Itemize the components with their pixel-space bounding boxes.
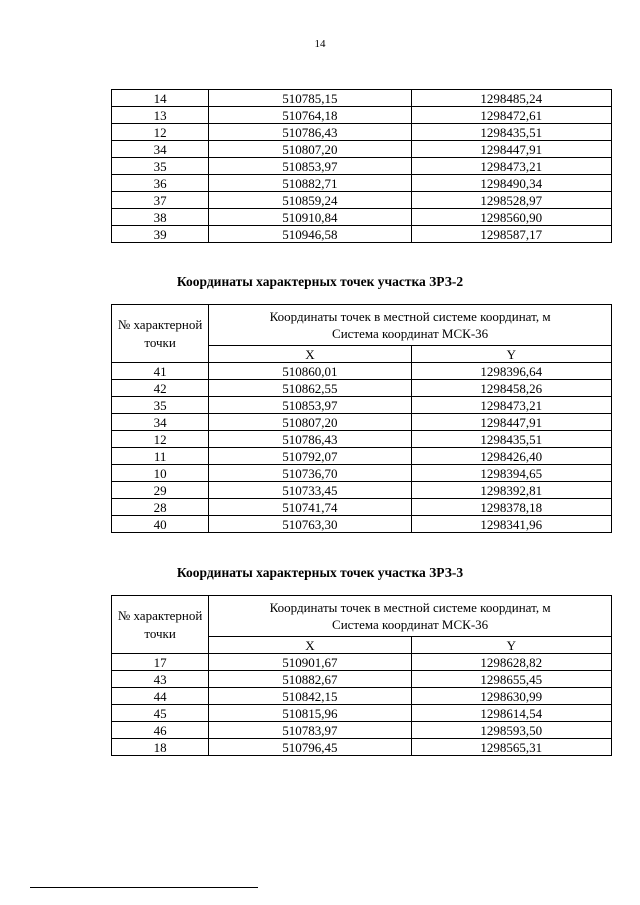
cell-y: 1298396,64 xyxy=(411,363,611,380)
cell-point-number: 17 xyxy=(112,654,209,671)
cell-x: 510796,45 xyxy=(209,739,411,756)
header-coordinates xyxy=(209,596,612,637)
table-row xyxy=(112,141,612,158)
header-point-number: № характерной точки xyxy=(112,596,209,654)
cell-y: 1298426,40 xyxy=(411,448,611,465)
header-x: X xyxy=(209,637,411,654)
cell-point-number: 40 xyxy=(112,516,209,533)
table-row xyxy=(112,380,612,397)
cell-point-number: 35 xyxy=(112,397,209,414)
table-row xyxy=(112,722,612,739)
table-body xyxy=(112,90,612,243)
cell-y: 1298628,82 xyxy=(411,654,611,671)
table-row xyxy=(112,397,612,414)
cell-y: 1298490,34 xyxy=(411,175,611,192)
header-point-number: № характерной точки xyxy=(112,305,209,363)
table-row xyxy=(112,688,612,705)
cell-x: 510807,20 xyxy=(209,141,411,158)
cell-y: 1298458,26 xyxy=(411,380,611,397)
cell-x: 510882,71 xyxy=(209,175,411,192)
page-number: 14 xyxy=(314,38,326,50)
table-row xyxy=(112,209,612,226)
header-y: Y xyxy=(411,637,611,654)
cell-x: 510946,58 xyxy=(209,226,411,243)
cell-y: 1298528,97 xyxy=(411,192,611,209)
section-title-zrz-3: Координаты характерных точек участка ЗРЗ-3 xyxy=(176,565,464,580)
cell-point-number: 18 xyxy=(112,739,209,756)
table-row xyxy=(112,705,612,722)
header-coordinates-line2: Система координат МСК-36 xyxy=(332,326,489,341)
cell-x: 510862,55 xyxy=(209,380,411,397)
cell-point-number: 10 xyxy=(112,465,209,482)
table-row xyxy=(112,158,612,175)
cell-point-number: 36 xyxy=(112,175,209,192)
cell-x: 510733,45 xyxy=(209,482,411,499)
header-coordinates-line2: Система координат МСК-36 xyxy=(332,617,489,632)
cell-x: 510764,18 xyxy=(209,107,411,124)
cell-y: 1298378,18 xyxy=(411,499,611,516)
cell-y: 1298560,90 xyxy=(411,209,611,226)
cell-x: 510786,43 xyxy=(209,124,411,141)
coordinates-table-continued xyxy=(111,89,612,243)
header-coordinates-line1: Координаты точек в местной системе координат, м xyxy=(269,308,551,324)
cell-x: 510815,96 xyxy=(209,705,411,722)
cell-x: 510783,97 xyxy=(209,722,411,739)
cell-x: 510763,30 xyxy=(209,516,411,533)
cell-point-number: 44 xyxy=(112,688,209,705)
table-row xyxy=(112,671,612,688)
cell-point-number: 38 xyxy=(112,209,209,226)
table-row xyxy=(112,654,612,671)
cell-y: 1298447,91 xyxy=(411,414,611,431)
cell-y: 1298565,31 xyxy=(411,739,611,756)
cell-y: 1298630,99 xyxy=(411,688,611,705)
cell-point-number: 34 xyxy=(112,414,209,431)
footnote-separator xyxy=(30,887,258,888)
cell-x: 510807,20 xyxy=(209,414,411,431)
cell-x: 510882,67 xyxy=(209,671,411,688)
table-row xyxy=(112,516,612,533)
header-coordinates-line1: Координаты точек в местной системе координат, м xyxy=(269,599,551,615)
cell-point-number: 42 xyxy=(112,380,209,397)
cell-y: 1298341,96 xyxy=(411,516,611,533)
table-row xyxy=(112,124,612,141)
cell-x: 510910,84 xyxy=(209,209,411,226)
cell-x: 510736,70 xyxy=(209,465,411,482)
cell-y: 1298435,51 xyxy=(411,124,611,141)
table-row xyxy=(112,431,612,448)
cell-point-number: 35 xyxy=(112,158,209,175)
table-row xyxy=(112,192,612,209)
cell-point-number: 39 xyxy=(112,226,209,243)
cell-x: 510901,67 xyxy=(209,654,411,671)
cell-x: 510859,24 xyxy=(209,192,411,209)
cell-y: 1298587,17 xyxy=(411,226,611,243)
table-row xyxy=(112,739,612,756)
cell-x: 510785,15 xyxy=(209,90,411,107)
table-body xyxy=(112,363,612,533)
cell-y: 1298485,24 xyxy=(411,90,611,107)
cell-y: 1298472,61 xyxy=(411,107,611,124)
section-title-zrz-2: Координаты характерных точек участка ЗРЗ-2 xyxy=(176,274,464,289)
table-row xyxy=(112,90,612,107)
cell-x: 510792,07 xyxy=(209,448,411,465)
cell-x: 510853,97 xyxy=(209,158,411,175)
cell-point-number: 14 xyxy=(112,90,209,107)
cell-point-number: 29 xyxy=(112,482,209,499)
table-row xyxy=(112,414,612,431)
cell-x: 510853,97 xyxy=(209,397,411,414)
cell-point-number: 37 xyxy=(112,192,209,209)
cell-point-number: 34 xyxy=(112,141,209,158)
table-body xyxy=(112,654,612,756)
cell-point-number: 12 xyxy=(112,124,209,141)
cell-point-number: 41 xyxy=(112,363,209,380)
cell-y: 1298394,65 xyxy=(411,465,611,482)
cell-point-number: 11 xyxy=(112,448,209,465)
table-row xyxy=(112,465,612,482)
cell-y: 1298392,81 xyxy=(411,482,611,499)
table-row xyxy=(112,482,612,499)
cell-x: 510741,74 xyxy=(209,499,411,516)
cell-point-number: 43 xyxy=(112,671,209,688)
cell-point-number: 45 xyxy=(112,705,209,722)
cell-point-number: 28 xyxy=(112,499,209,516)
coordinates-table-zrz-2 xyxy=(111,304,612,533)
table-row xyxy=(112,363,612,380)
header-y: Y xyxy=(411,346,611,363)
cell-point-number: 46 xyxy=(112,722,209,739)
header-coordinates xyxy=(209,305,612,346)
table-row xyxy=(112,107,612,124)
table-row xyxy=(112,448,612,465)
cell-y: 1298447,91 xyxy=(411,141,611,158)
cell-x: 510860,01 xyxy=(209,363,411,380)
cell-y: 1298593,50 xyxy=(411,722,611,739)
cell-y: 1298614,54 xyxy=(411,705,611,722)
cell-y: 1298655,45 xyxy=(411,671,611,688)
cell-y: 1298473,21 xyxy=(411,397,611,414)
header-x: X xyxy=(209,346,411,363)
cell-y: 1298435,51 xyxy=(411,431,611,448)
cell-point-number: 13 xyxy=(112,107,209,124)
coordinates-table-zrz-3 xyxy=(111,595,612,756)
table-row xyxy=(112,226,612,243)
cell-y: 1298473,21 xyxy=(411,158,611,175)
cell-x: 510786,43 xyxy=(209,431,411,448)
cell-point-number: 12 xyxy=(112,431,209,448)
table-row xyxy=(112,175,612,192)
cell-x: 510842,15 xyxy=(209,688,411,705)
table-row xyxy=(112,499,612,516)
